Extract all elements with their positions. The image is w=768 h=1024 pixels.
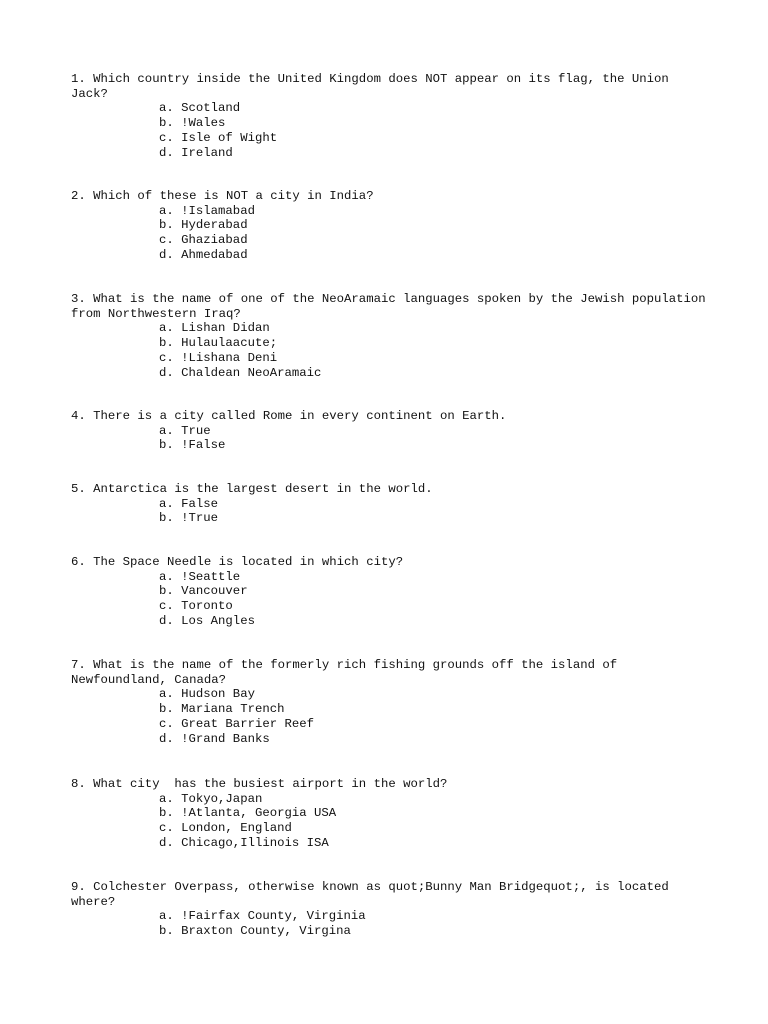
option-letter: a. <box>159 791 174 806</box>
question-text <box>71 482 711 497</box>
answer-option <box>71 570 711 585</box>
option-letter: a. <box>159 687 174 702</box>
question-text <box>71 72 711 101</box>
option-text: Chaldean NeoAramaic <box>181 365 322 380</box>
question-2 <box>71 189 711 263</box>
answer-option <box>71 336 711 351</box>
option-text: !Islamabad <box>181 203 255 218</box>
option-letter: d. <box>159 145 174 160</box>
question-body: The Space Needle is located in which city? <box>93 555 404 569</box>
option-letter: b. <box>159 924 174 939</box>
question-number: 3. <box>71 292 86 306</box>
answer-option <box>71 218 711 233</box>
option-text: Ghaziabad <box>181 233 248 248</box>
question-text <box>71 189 711 204</box>
option-letter: a. <box>159 101 174 116</box>
option-letter: c. <box>159 821 174 836</box>
option-letter: a. <box>159 496 174 511</box>
option-letter: b. <box>159 438 174 453</box>
answer-option <box>71 146 711 161</box>
answer-option <box>71 836 711 851</box>
option-letter: c. <box>159 716 174 731</box>
option-letter: a. <box>159 569 174 584</box>
answer-option <box>71 821 711 836</box>
answer-option <box>71 909 711 924</box>
question-text <box>71 409 711 424</box>
answer-option <box>71 116 711 131</box>
option-text: Chicago,Illinois ISA <box>181 835 329 850</box>
question-number: 6. <box>71 555 86 569</box>
option-text: True <box>181 423 211 438</box>
answer-option <box>71 599 711 614</box>
answer-option <box>71 321 711 336</box>
option-text: Lishan Didan <box>181 321 270 336</box>
answer-option <box>71 687 711 702</box>
option-letter: c. <box>159 233 174 248</box>
option-letter: c. <box>159 350 174 365</box>
question-8 <box>71 777 711 851</box>
option-text: !Lishana Deni <box>181 350 278 365</box>
question-4 <box>71 409 711 453</box>
question-body: There is a city called Rome in every continent on Earth. <box>93 409 507 423</box>
question-number: 5. <box>71 482 86 496</box>
question-body: Which of these is NOT a city in India? <box>93 189 374 203</box>
option-text: Hudson Bay <box>181 687 255 702</box>
option-letter: d. <box>159 365 174 380</box>
option-letter: d. <box>159 613 174 628</box>
question-body: What city has the busiest airport in the world? <box>93 777 448 791</box>
answer-option <box>71 204 711 219</box>
option-text: Tokyo,Japan <box>181 791 263 806</box>
question-body: Which country inside the United Kingdom does NOT appear on its flag, the Union Jack? <box>71 72 677 101</box>
question-number: 4. <box>71 409 86 423</box>
option-text: Hulaulaacute; <box>181 336 278 351</box>
answer-option <box>71 101 711 116</box>
question-9 <box>71 880 711 939</box>
question-number: 2. <box>71 189 86 203</box>
question-number: 9. <box>71 880 86 894</box>
question-body: What is the name of the formerly rich fishing grounds off the island of Newfoundland, Canada? <box>71 658 625 687</box>
option-letter: b. <box>159 336 174 351</box>
question-text <box>71 555 711 570</box>
answer-option <box>71 584 711 599</box>
question-text <box>71 880 711 909</box>
option-text: Ahmedabad <box>181 247 248 262</box>
option-letter: c. <box>159 599 174 614</box>
option-text: False <box>181 496 219 511</box>
option-text: !Fairfax County, Virginia <box>181 909 366 924</box>
option-text: !Seattle <box>181 569 241 584</box>
option-text: Isle of Wight <box>181 130 278 145</box>
answer-option <box>71 438 711 453</box>
option-letter: b. <box>159 584 174 599</box>
option-letter: b. <box>159 806 174 821</box>
option-letter: b. <box>159 218 174 233</box>
option-text: Braxton County, Virgina <box>181 924 351 939</box>
answer-option <box>71 614 711 629</box>
question-5 <box>71 482 711 526</box>
answer-option <box>71 792 711 807</box>
option-text: !Grand Banks <box>181 731 270 746</box>
answer-option <box>71 511 711 526</box>
option-letter: d. <box>159 835 174 850</box>
option-text: !True <box>181 511 219 526</box>
option-text: London, England <box>181 821 292 836</box>
option-text: Los Angles <box>181 613 255 628</box>
option-text: Toronto <box>181 599 233 614</box>
answer-option <box>71 732 711 747</box>
question-text <box>71 777 711 792</box>
question-number: 8. <box>71 777 86 791</box>
option-text: Great Barrier Reef <box>181 716 314 731</box>
answer-option <box>71 366 711 381</box>
answer-option <box>71 806 711 821</box>
option-letter: a. <box>159 909 174 924</box>
question-number: 7. <box>71 658 86 672</box>
question-7 <box>71 658 711 746</box>
option-letter: b. <box>159 116 174 131</box>
option-letter: a. <box>159 203 174 218</box>
option-letter: d. <box>159 731 174 746</box>
option-letter: d. <box>159 247 174 262</box>
answer-option <box>71 717 711 732</box>
question-body: What is the name of one of the NeoAramaic languages spoken by the Jewish population from Northwestern Iraq? <box>71 292 714 321</box>
option-letter: b. <box>159 702 174 717</box>
answer-option <box>71 924 711 939</box>
option-letter: c. <box>159 130 174 145</box>
question-1 <box>71 72 711 160</box>
option-text: !Atlanta, Georgia USA <box>181 806 337 821</box>
question-6 <box>71 555 711 629</box>
option-text: !Wales <box>181 116 226 131</box>
answer-option <box>71 351 711 366</box>
option-text: Vancouver <box>181 584 248 599</box>
answer-option <box>71 233 711 248</box>
answer-option <box>71 248 711 263</box>
option-letter: a. <box>159 321 174 336</box>
question-text <box>71 658 711 687</box>
option-letter: b. <box>159 511 174 526</box>
option-letter: a. <box>159 423 174 438</box>
option-text: Scotland <box>181 101 241 116</box>
option-text: Mariana Trench <box>181 702 285 717</box>
question-3 <box>71 292 714 380</box>
answer-option <box>71 424 711 439</box>
option-text: !False <box>181 438 226 453</box>
answer-option <box>71 131 711 146</box>
question-body: Colchester Overpass, otherwise known as quot;Bunny Man Bridgequot;, is located where? <box>71 880 677 909</box>
question-body: Antarctica is the largest desert in the world. <box>93 482 433 496</box>
option-text: Hyderabad <box>181 218 248 233</box>
option-text: Ireland <box>181 145 233 160</box>
answer-option <box>71 497 711 512</box>
question-number: 1. <box>71 72 86 86</box>
answer-option <box>71 702 711 717</box>
question-text <box>71 292 714 321</box>
